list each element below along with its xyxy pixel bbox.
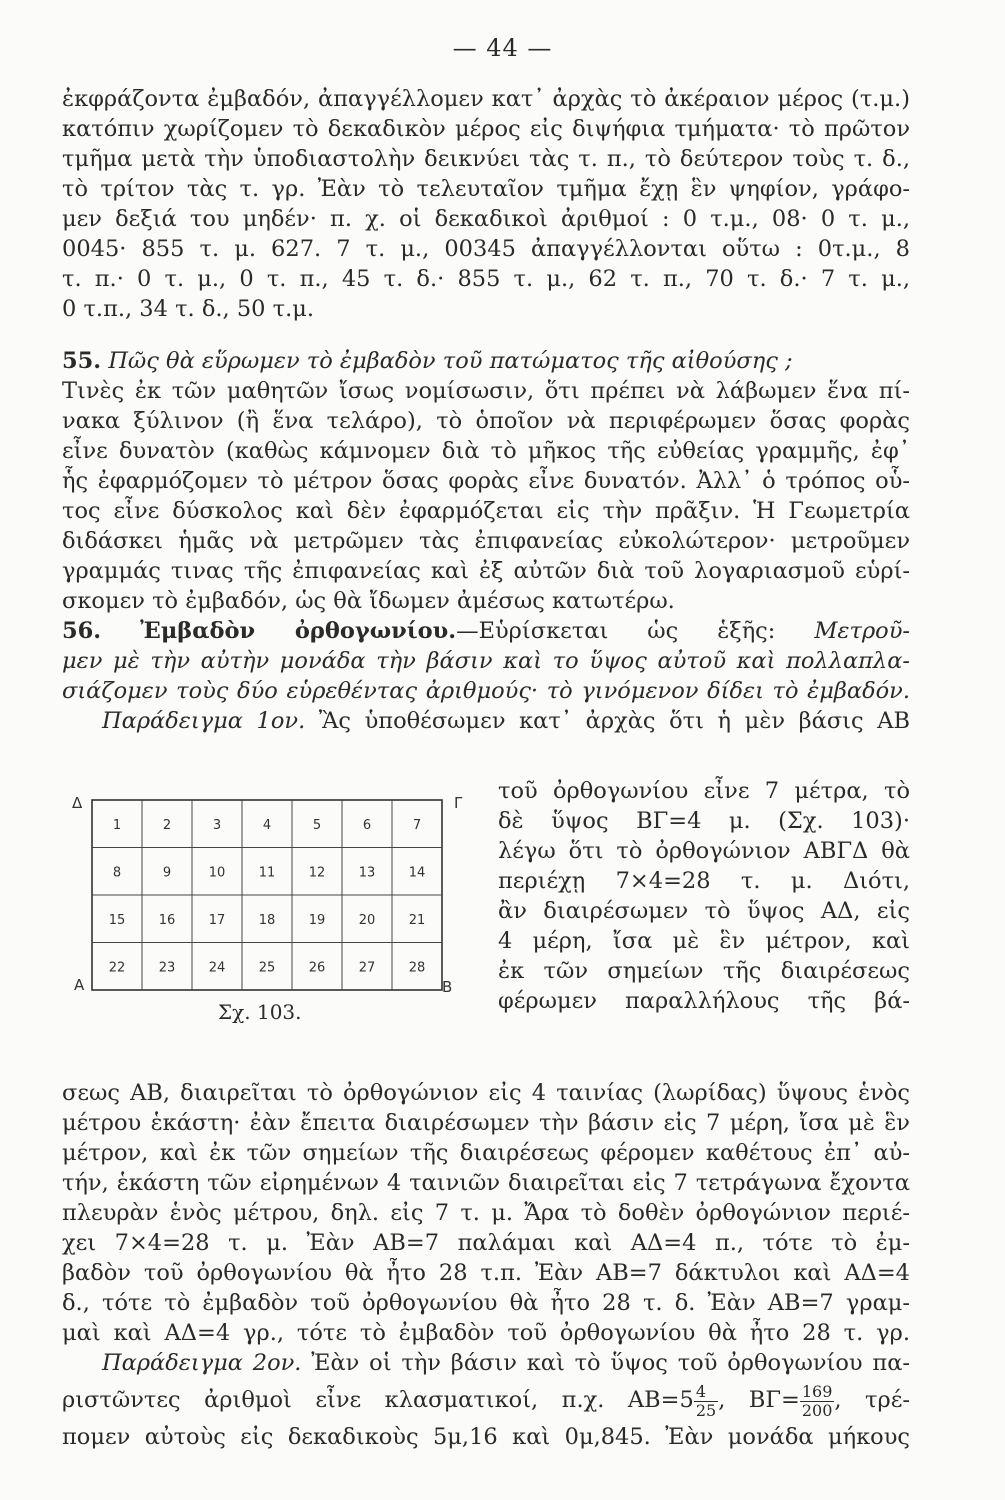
text-line: τήν, ἑκάστη τῶν εἰρημένων 4 ταινιῶν διαιρεῖται εἰς 7 τετράγωνα ἔχοντα <box>62 1170 910 1196</box>
section-number: 55. <box>62 348 102 374</box>
text-line: κατόπιν χωρίζομεν τὸ δεκαδικὸν μέρος εἰς διψήφια τμήματα· τὸ πρῶτον <box>62 116 910 142</box>
fraction-numerator: 169 <box>801 1381 833 1401</box>
grid-cell-number: 16 <box>158 912 176 928</box>
text-line: τ. π.· 0 τ. μ., 0 τ. π., 45 τ. δ.· 855 τ. μ., 62 τ. π., 70 τ. δ.· 7 τ. μ., <box>62 266 910 292</box>
figure-rectangle-grid <box>70 790 470 1030</box>
text-line: διδάσκει ἡμᾶς νὰ μετρῶμεν τὰς ἐπιφανείας εὐκολώτερον· μετροῦμεν <box>62 528 910 554</box>
text-line: χει 7×4=28 τ. μ. Ἐὰν ΑΒ=7 παλάμαι καὶ ΑΔ=4 π., τότε τὸ ἐμ- <box>62 1230 910 1256</box>
text-line: τὸ τρίτον τὰς τ. γρ. Ἐὰν τὸ τελευταῖον τμῆμα ἔχῃ ἓν ψηφίον, γράφο- <box>62 176 910 202</box>
grid-cell-number: 23 <box>158 960 176 976</box>
text-line: μέτρον, καὶ ἐκ τῶν σημείων τῆς διαιρέσεως φέρομεν καθέτους ἐπ᾽ αὐ- <box>62 1140 910 1166</box>
text-line: 4 μέρη, ἴσα μὲ ἓν μέτρον, καὶ <box>498 928 910 954</box>
figure-caption: Σχ. 103. <box>218 1000 302 1024</box>
corner-label-d: Δ <box>72 794 83 812</box>
section-55-heading-line <box>62 346 910 376</box>
text-line: ἂν διαιρέσωμεν τὸ ὕψος ΑΔ, εἰς <box>498 898 910 924</box>
grid-diagram <box>70 790 470 1010</box>
example-text: Ἐὰν οἱ τὴν βάσιν καὶ τὸ ὕψος τοῦ ὀρθογωνίου πα- <box>311 1350 910 1376</box>
text-line: πομεν αὐτοὺς εἰς δεκαδικοὺς 5μ,16 καὶ 0μ,845. Ἐὰν μονάδα μήκους <box>62 1424 910 1450</box>
text-line: δὲ ὕψος ΒΓ=4 μ. (Σχ. 103)· <box>498 808 910 834</box>
grid-cell-number: 27 <box>358 960 376 976</box>
grid-cell-number: 7 <box>412 817 422 833</box>
fraction-denominator: 200 <box>801 1400 833 1420</box>
corner-label-a: Α <box>74 976 85 994</box>
grid-cell-number: 5 <box>312 817 322 833</box>
grid-labels <box>109 818 426 976</box>
text-line: γραμμάς τινας τῆς ἐπιφανείας καὶ ἐξ αὐτῶν διὰ τοῦ λογαριασμοῦ εὑρί- <box>62 558 910 584</box>
text-line: μεν δεξιά του μηδέν· π. χ. οἱ δεκαδικοὶ ἀριθμοί : 0 τ.μ., 08· 0 τ. μ., <box>62 206 910 232</box>
fraction-line <box>62 1378 910 1422</box>
text-line: εἶνε δυνατὸν (καθὼς κάμνομεν διὰ τὸ μῆκος τῆς εὐθείας γραμμῆς, ἐφ᾽ <box>62 438 910 464</box>
text-line: 0 τ.π., 34 τ. δ., 50 τ.μ. <box>62 296 315 322</box>
text-line: πλευρὰν ἑνὸς μέτρου, δηλ. εἰς 7 τ. μ. Ἄρα τὸ δοθὲν ὀρθογώνιον περιέ- <box>62 1200 910 1226</box>
section-intro: —Εὑρίσκεται ὡς ἑξῆς: <box>456 618 776 644</box>
text-line: νακα ξύλινον (ἢ ἕνα τελάρο), τὸ ὁποῖον νὰ περιφέρωμεν ὅσας φορὰς <box>62 408 910 434</box>
section-56-heading-line <box>62 616 910 646</box>
text-line: σκομεν τὸ ἐμβαδόν, ὡς θὰ ἴδωμεν ἀμέσως κατωτέρω. <box>62 588 675 614</box>
section-question: Πῶς θὰ εὕρωμεν τὸ ἐμβαδὸν τοῦ πατώματος τῆς αἰθούσης ; <box>108 348 793 374</box>
corner-label-g: Γ <box>454 794 463 812</box>
grid-cell-number: 4 <box>262 817 272 833</box>
example-label: Παράδειγμα 2ον. <box>102 1350 302 1376</box>
grid-cell-number: 19 <box>308 912 326 928</box>
example-text: ριστῶντες ἀριθμοὶ εἶνε κλασματικοί, π.χ. ΑΒ=5 <box>62 1387 694 1413</box>
corner-label-b: Β <box>442 978 453 996</box>
grid-cell-number: 18 <box>258 912 276 928</box>
grid-cell-number: 17 <box>208 912 226 928</box>
paragraph-rectangle-proof <box>62 1078 910 1452</box>
grid-cell-number: 20 <box>358 912 376 928</box>
rule-text: σιάζομεν τοὺς δύο εὑρεθέντας ἀριθμούς· τὸ γινόμενον δίδει τὸ ἐμβαδόν. <box>62 678 910 704</box>
text-line: Τινὲς ἐκ τῶν μαθητῶν ἴσως νομίσωσιν, ὅτι πρέπει νὰ λάβωμεν ἕνα πί- <box>62 378 910 404</box>
text-line: τμῆμα μετὰ τὴν ὑποδιαστολὴν δεικνύει τὰς τ. π., τὸ δεύτερον τοὺς τ. δ., <box>62 146 910 172</box>
grid-cell-number: 26 <box>308 960 326 976</box>
grid-cell-number: 3 <box>212 817 222 833</box>
text-line: ἧς ἐφαρμόζομεν τὸ μέτρον ὅσας φορὰς εἶνε δυνατόν. Ἀλλ᾽ ὁ τρόπος οὗ- <box>62 468 910 494</box>
section-55 <box>62 346 910 736</box>
text-line: τοῦ ὀρθογωνίου εἶνε 7 μέτρα, τὸ <box>498 778 910 804</box>
page-number: — 44 — <box>452 34 553 62</box>
text-line: λέγω ὅτι τὸ ὀρθογώνιον ΑΒΓΔ θὰ <box>498 838 910 864</box>
example-text: , τρέ- <box>834 1387 910 1413</box>
grid-cell-number: 10 <box>208 865 226 881</box>
rule-text: Μετροῦ- <box>814 618 910 644</box>
grid-cell-number: 24 <box>208 960 226 976</box>
text-line: βαδὸν τοῦ ὀρθογωνίου θὰ ἦτο 28 τ.π. Ἐὰν ΑΒ=7 δάκτυλοι καὶ ΑΔ=4 <box>62 1260 910 1286</box>
text-line: φέρωμεν παραλλήλους τῆς βά- <box>498 988 910 1014</box>
example-text: Ἂς ὑποθέσωμεν κατ᾽ ἀρχὰς ὅτι ἡ μὲν βάσις ΑΒ <box>318 708 910 734</box>
grid-cell-number: 25 <box>258 960 276 976</box>
fraction-denominator: 25 <box>695 1400 717 1420</box>
grid-cell-number: 28 <box>408 960 426 976</box>
grid-cell-number: 1 <box>112 817 122 833</box>
grid-cell-number: 14 <box>408 865 426 881</box>
grid-cell-number: 6 <box>362 817 372 833</box>
grid-cell-number: 8 <box>112 865 122 881</box>
grid-cell-number: 15 <box>108 912 126 928</box>
grid-cell-number: 2 <box>162 817 172 833</box>
section-number: 56. <box>62 618 102 644</box>
text-line: ἐκφράζοντα ἐμβαδόν, ἀπαγγέλλομεν κατ᾽ ἀρχὰς τὸ ἀκέραιον μέρος (τ.μ.) <box>62 86 910 112</box>
text-line: περιέχῃ 7×4=28 τ. μ. Διότι, <box>498 868 910 894</box>
fraction-numerator: 4 <box>694 1383 718 1402</box>
example-1-line <box>62 706 910 736</box>
paragraph-decimal-areas <box>62 84 910 324</box>
grid-cell-number: 9 <box>162 865 172 881</box>
example-label: Παράδειγμα 1ον. <box>102 708 306 734</box>
section-heading: Ἐμβαδὸν ὀρθογωνίου. <box>140 618 457 644</box>
figure-side-text <box>498 776 910 1016</box>
fraction-169-200 <box>800 1383 835 1420</box>
grid-cell-number: 13 <box>358 865 376 881</box>
text-line: σεως ΑΒ, διαιρεῖται τὸ ὀρθογώνιον εἰς 4 ταινίας (λωρίδας) ὕψους ἑνὸς <box>62 1080 910 1106</box>
text-line: τος εἶνε δύσκολος καὶ δὲν ἐφαρμόζεται εἰς τὴν πρᾶξιν. Ἡ Γεωμετρία <box>62 498 910 524</box>
grid-cell-number: 12 <box>308 865 326 881</box>
example-text: , ΒΓ= <box>718 1387 800 1413</box>
grid-cell-number: 22 <box>108 960 126 976</box>
example-2-line <box>62 1348 910 1378</box>
rule-text: μεν μὲ τὴν αὐτὴν μονάδα τὴν βάσιν καὶ το ὕψος αὐτοῦ καὶ πολλαπλα- <box>62 648 910 674</box>
text-line: μέτρου ἑκάστη· ἐὰν ἔπειτα διαιρέσωμεν τὴν βάσιν εἰς 7 μέρη, ἴσα μὲ ἓν <box>62 1110 910 1136</box>
text-line: δ., τότε τὸ ἐμβαδὸν τοῦ ὀρθογωνίου θὰ ἦτο 28 τ. δ. Ἐὰν ΑΒ=7 γραμ- <box>62 1290 910 1316</box>
text-line: ἐκ τῶν σημείων τῆς διαιρέσεως <box>498 958 910 984</box>
text-line: μαὶ καὶ ΑΔ=4 γρ., τότε τὸ ἐμβαδὸν τοῦ ὀρθογωνίου θὰ ἦτο 28 τ. γρ. <box>62 1320 910 1346</box>
grid-cell-number: 21 <box>408 912 426 928</box>
grid-cell-number: 11 <box>258 865 276 881</box>
fraction-4-25 <box>694 1383 718 1420</box>
text-line: 0045· 855 τ. μ. 627. 7 τ. μ., 00345 ἀπαγγέλλονται οὕτω : 0τ.μ., 8 <box>62 236 910 262</box>
